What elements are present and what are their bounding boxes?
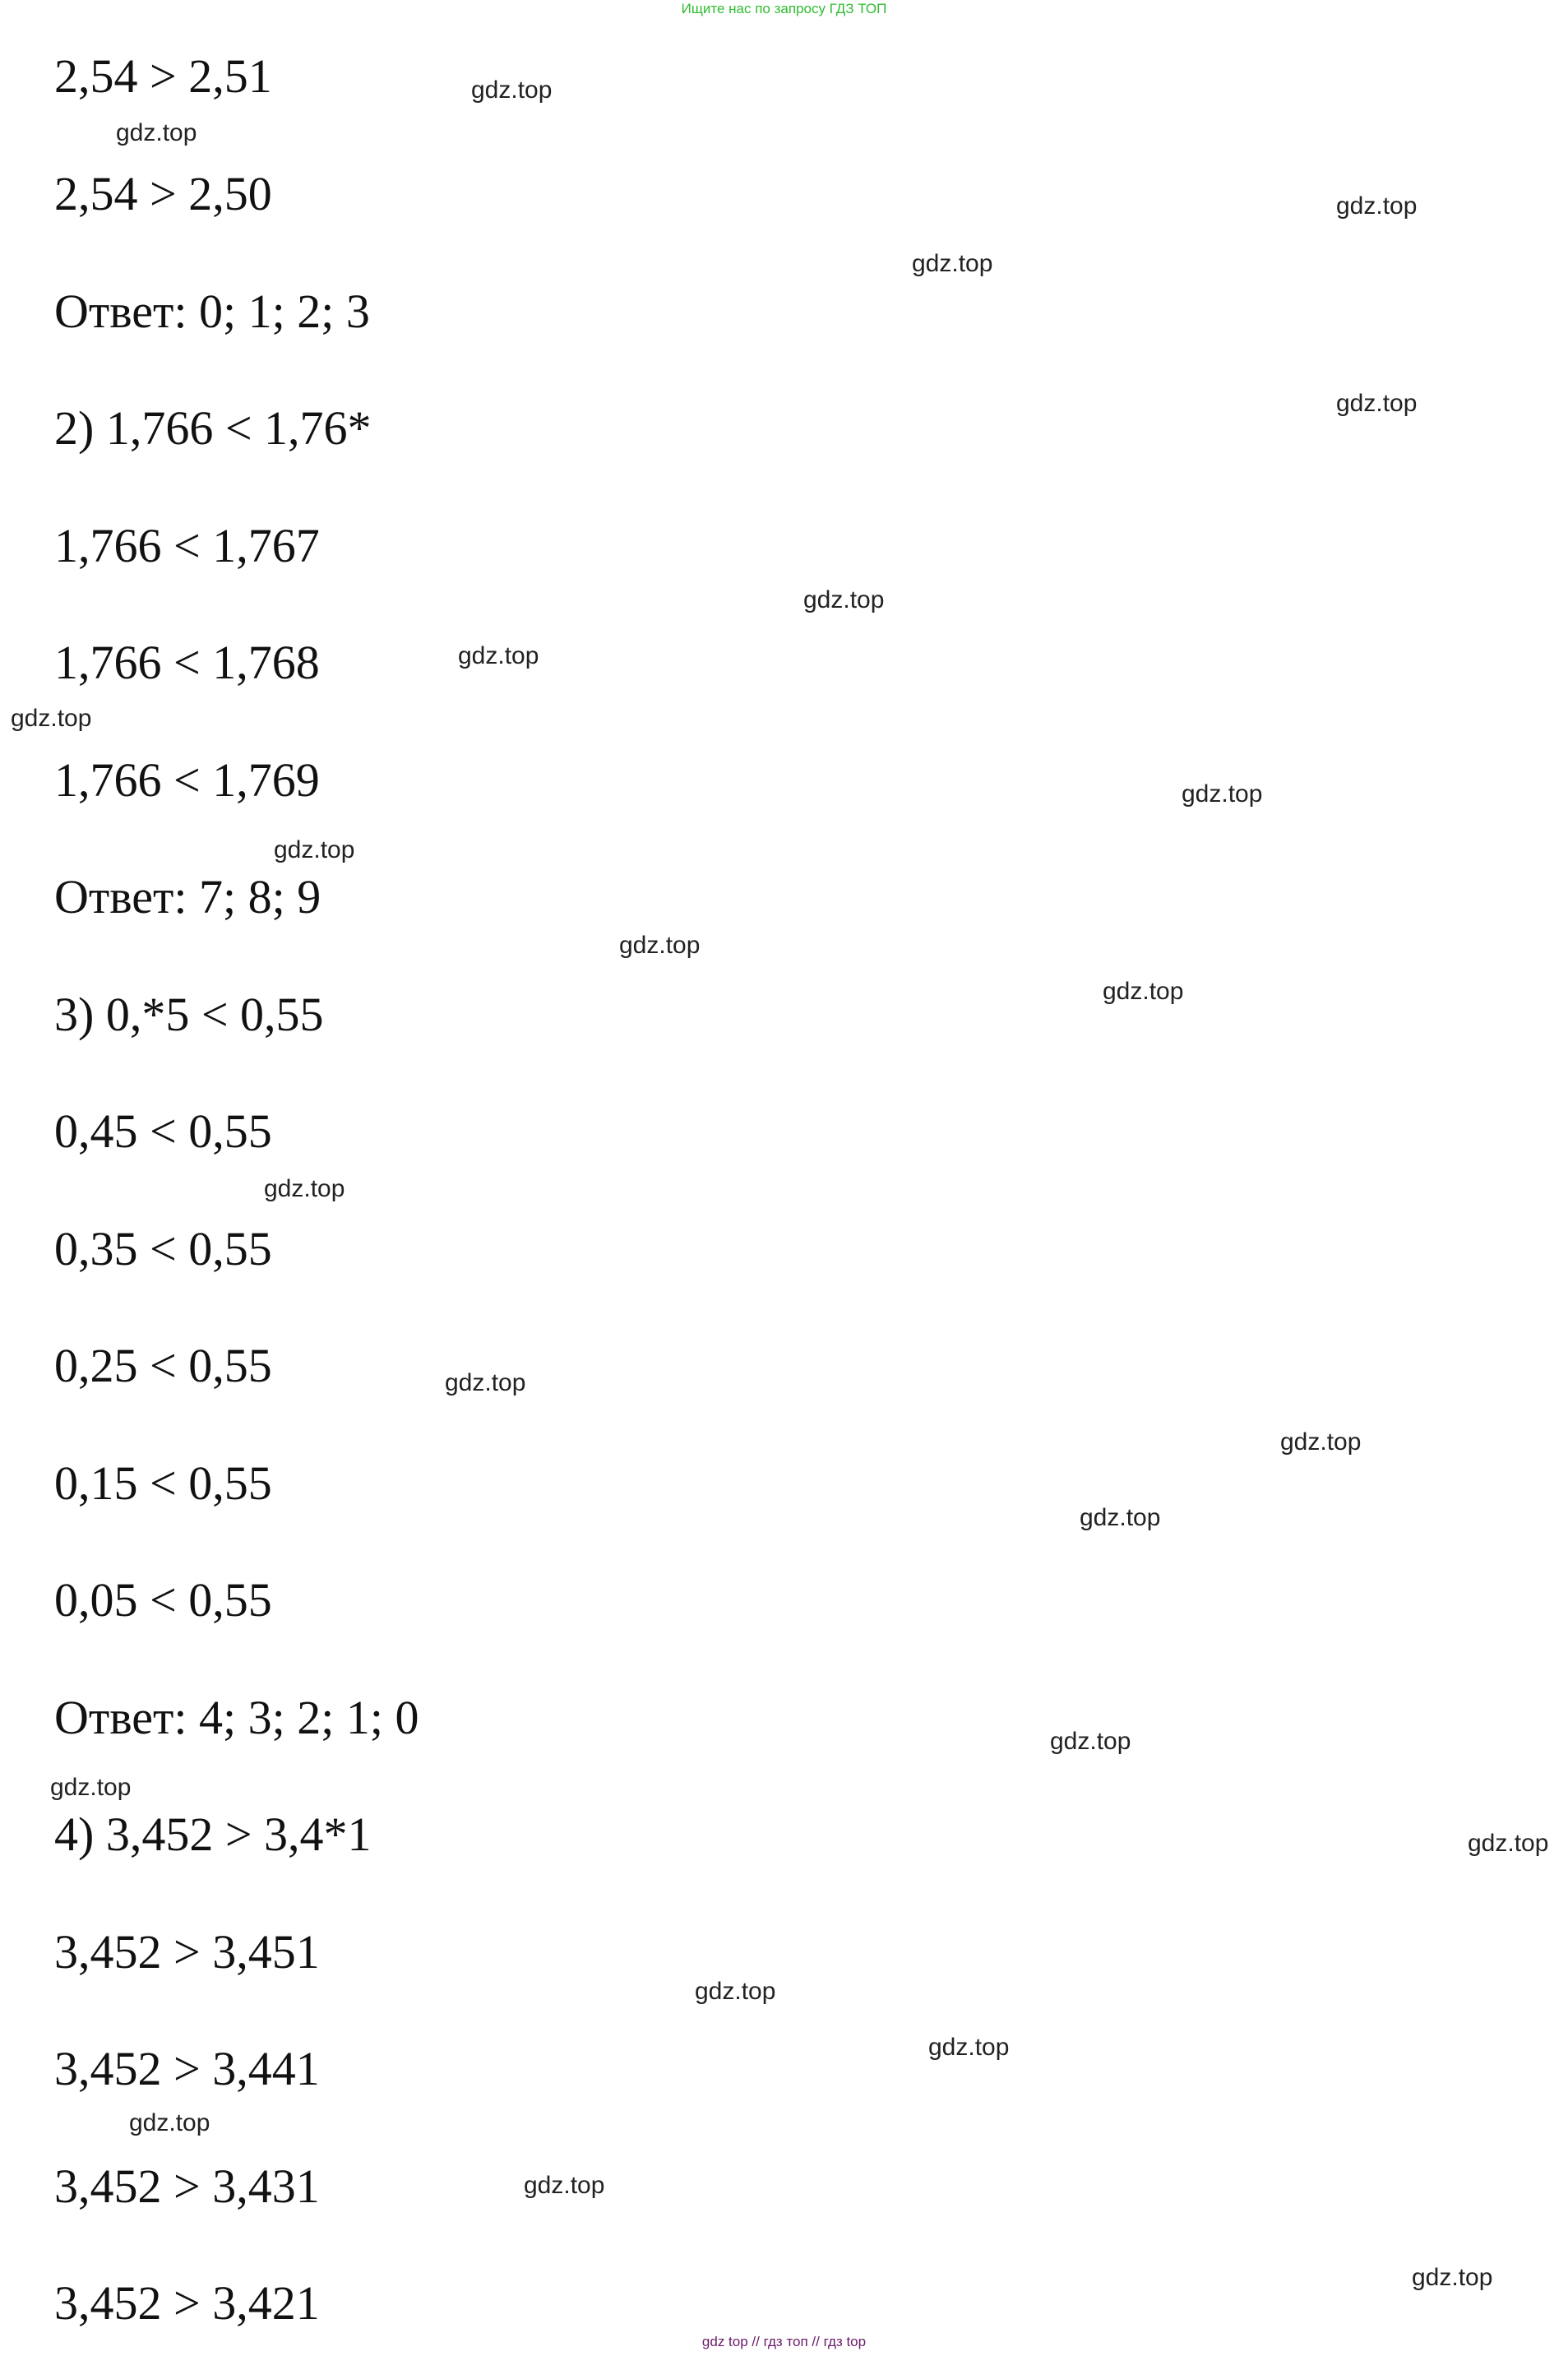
- watermark: gdz.top: [803, 586, 885, 613]
- task-line: 4) 3,452 > 3,4*1: [54, 1808, 372, 1861]
- watermark: gdz.top: [445, 1369, 526, 1396]
- solution-line: 3,452 > 3,421: [54, 2276, 320, 2330]
- solution-line: 1,766 < 1,769: [54, 753, 320, 807]
- solution-line: 1,766 < 1,768: [54, 636, 320, 689]
- watermark: gdz.top: [129, 2109, 210, 2136]
- solution-line: 1,766 < 1,767: [54, 519, 320, 572]
- watermark: gdz.top: [471, 76, 553, 104]
- bottom-banner: gdz top // гдз топ // гдз top: [701, 2334, 867, 2349]
- solution-line: 0,25 < 0,55: [54, 1339, 272, 1392]
- solution-line: 0,15 < 0,55: [54, 1456, 272, 1510]
- watermark: gdz.top: [1412, 2264, 1493, 2291]
- watermark: gdz.top: [11, 705, 92, 732]
- solution-line: 3,452 > 3,431: [54, 2159, 320, 2213]
- watermark: gdz.top: [1336, 192, 1418, 220]
- top-banner: Ищите нас по запросу ГДЗ ТОП: [681, 1, 887, 16]
- task-line: 2) 1,766 < 1,76*: [54, 401, 372, 455]
- watermark: gdz.top: [264, 1175, 345, 1202]
- solution-line: 3,452 > 3,451: [54, 1925, 320, 1979]
- solution-line: 0,05 < 0,55: [54, 1573, 272, 1627]
- solution-line: 0,45 < 0,55: [54, 1104, 272, 1158]
- answer-line: Ответ: 7; 8; 9: [54, 870, 321, 923]
- solution-line: 2,54 > 2,50: [54, 167, 272, 220]
- solution-line: 3,452 > 3,441: [54, 2042, 320, 2095]
- watermark: gdz.top: [1280, 1428, 1362, 1456]
- watermark: gdz.top: [695, 1978, 776, 2005]
- answer-line: Ответ: 4; 3; 2; 1; 0: [54, 1691, 419, 1744]
- watermark: gdz.top: [524, 2172, 605, 2199]
- watermark: gdz.top: [1080, 1504, 1161, 1531]
- task-line: 3) 0,*5 < 0,55: [54, 988, 324, 1041]
- watermark: gdz.top: [912, 250, 993, 277]
- watermark: gdz.top: [1050, 1728, 1131, 1755]
- watermark: gdz.top: [50, 1774, 132, 1801]
- solution-line: 2,54 > 2,51: [54, 49, 272, 103]
- watermark: gdz.top: [274, 836, 355, 863]
- watermark: gdz.top: [1336, 390, 1418, 417]
- answer-line: Ответ: 0; 1; 2; 3: [54, 285, 370, 338]
- watermark: gdz.top: [1182, 780, 1263, 808]
- watermark: gdz.top: [1468, 1830, 1549, 1857]
- solution-line: 0,35 < 0,55: [54, 1222, 272, 1275]
- watermark: gdz.top: [1103, 978, 1184, 1005]
- watermark: gdz.top: [458, 642, 539, 669]
- watermark: gdz.top: [116, 119, 197, 146]
- watermark: gdz.top: [619, 932, 701, 959]
- watermark: gdz.top: [928, 2034, 1010, 2061]
